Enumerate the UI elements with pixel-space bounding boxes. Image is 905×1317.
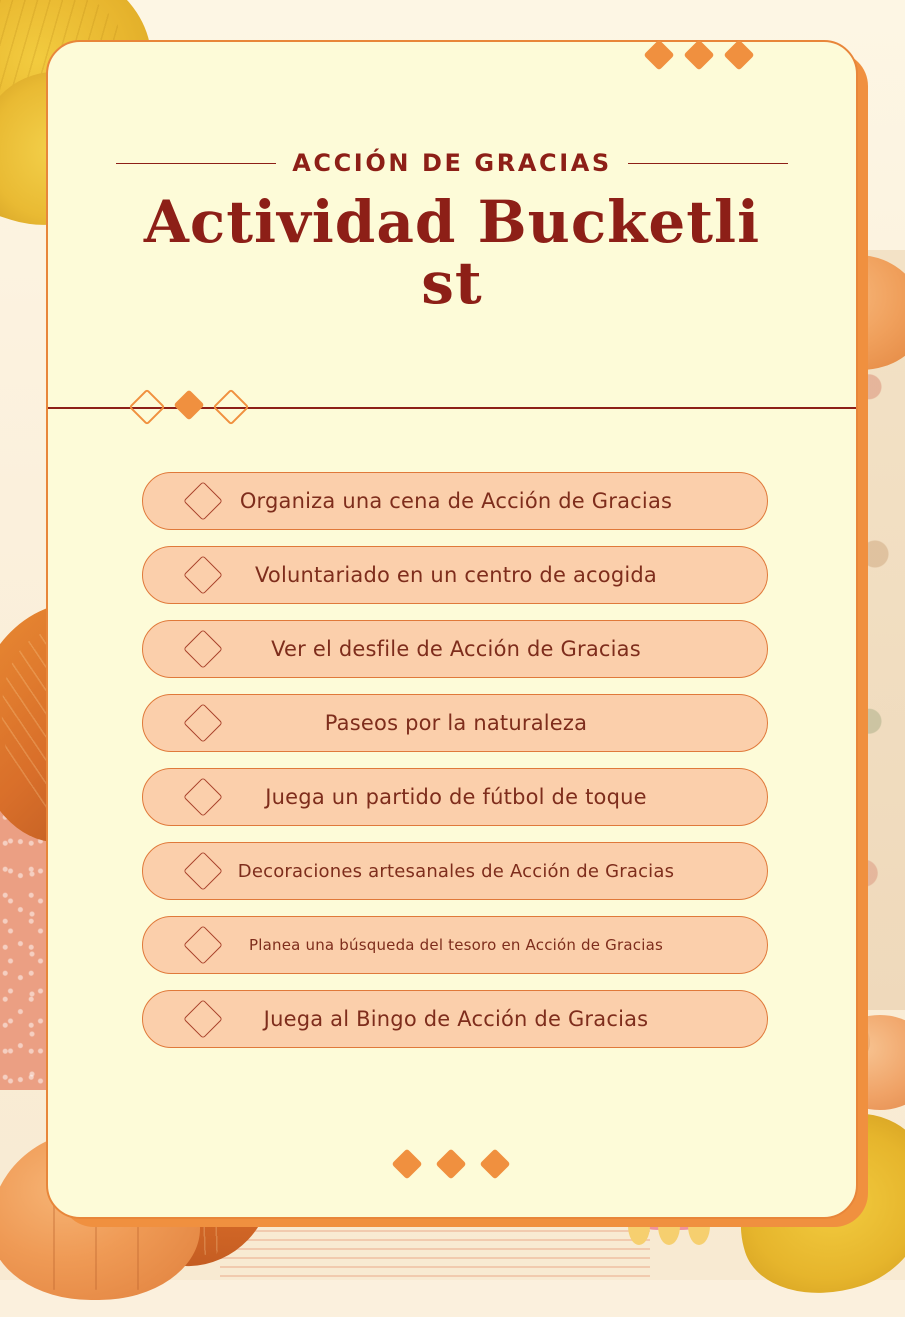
list-item[interactable] xyxy=(142,916,768,974)
list-item[interactable] xyxy=(142,990,768,1048)
top-diamond-ornaments xyxy=(648,44,750,66)
checkbox-diamond-icon[interactable] xyxy=(183,851,223,891)
checkbox-diamond-icon[interactable] xyxy=(183,481,223,521)
list-item[interactable] xyxy=(142,472,768,530)
diamond-ornament xyxy=(391,1148,422,1179)
list-item-label: Juega al Bingo de Acción de Gracias xyxy=(263,1007,649,1031)
eyebrow-rule-left xyxy=(116,163,276,164)
diamond-ornament xyxy=(643,39,674,70)
diamond-ornament xyxy=(213,389,250,426)
checkbox-diamond-icon[interactable] xyxy=(183,999,223,1039)
diamond-ornament xyxy=(435,1148,466,1179)
page-title: Actividad Bucketlist xyxy=(143,188,761,317)
checkbox-diamond-icon[interactable] xyxy=(183,555,223,595)
checklist xyxy=(142,472,768,1048)
list-item[interactable] xyxy=(142,546,768,604)
checkbox-diamond-icon[interactable] xyxy=(183,777,223,817)
list-item-label: Ver el desfile de Acción de Gracias xyxy=(271,637,641,661)
eyebrow-text: ACCIÓN DE GRACIAS xyxy=(292,149,612,177)
list-item[interactable] xyxy=(142,768,768,826)
diamond-ornament xyxy=(479,1148,510,1179)
list-item-label: Decoraciones artesanales de Acción de Gracias xyxy=(237,860,675,882)
eyebrow-row xyxy=(48,149,856,177)
checkbox-diamond-icon[interactable] xyxy=(183,703,223,743)
list-item-label: Voluntariado en un centro de acogida xyxy=(255,563,657,587)
diamond-ornament xyxy=(723,39,754,70)
divider-diamond-ornaments xyxy=(134,394,244,420)
list-item[interactable] xyxy=(142,620,768,678)
list-item-label: Organiza una cena de Acción de Gracias xyxy=(239,489,673,513)
diamond-ornament xyxy=(173,389,204,420)
poster-card xyxy=(46,40,858,1219)
list-item-label: Paseos por la naturaleza xyxy=(324,711,588,735)
bottom-diamond-ornaments xyxy=(396,1153,506,1175)
checkbox-diamond-icon[interactable] xyxy=(183,925,223,965)
diamond-ornament xyxy=(129,389,166,426)
eyebrow-rule-right xyxy=(628,163,788,164)
list-item[interactable] xyxy=(142,694,768,752)
list-item-label: Planea una búsqueda del tesoro en Acción de Gracias xyxy=(249,936,663,954)
checkbox-diamond-icon[interactable] xyxy=(183,629,223,669)
diamond-ornament xyxy=(683,39,714,70)
list-item[interactable] xyxy=(142,842,768,900)
list-item-label: Juega un partido de fútbol de toque xyxy=(265,785,647,809)
